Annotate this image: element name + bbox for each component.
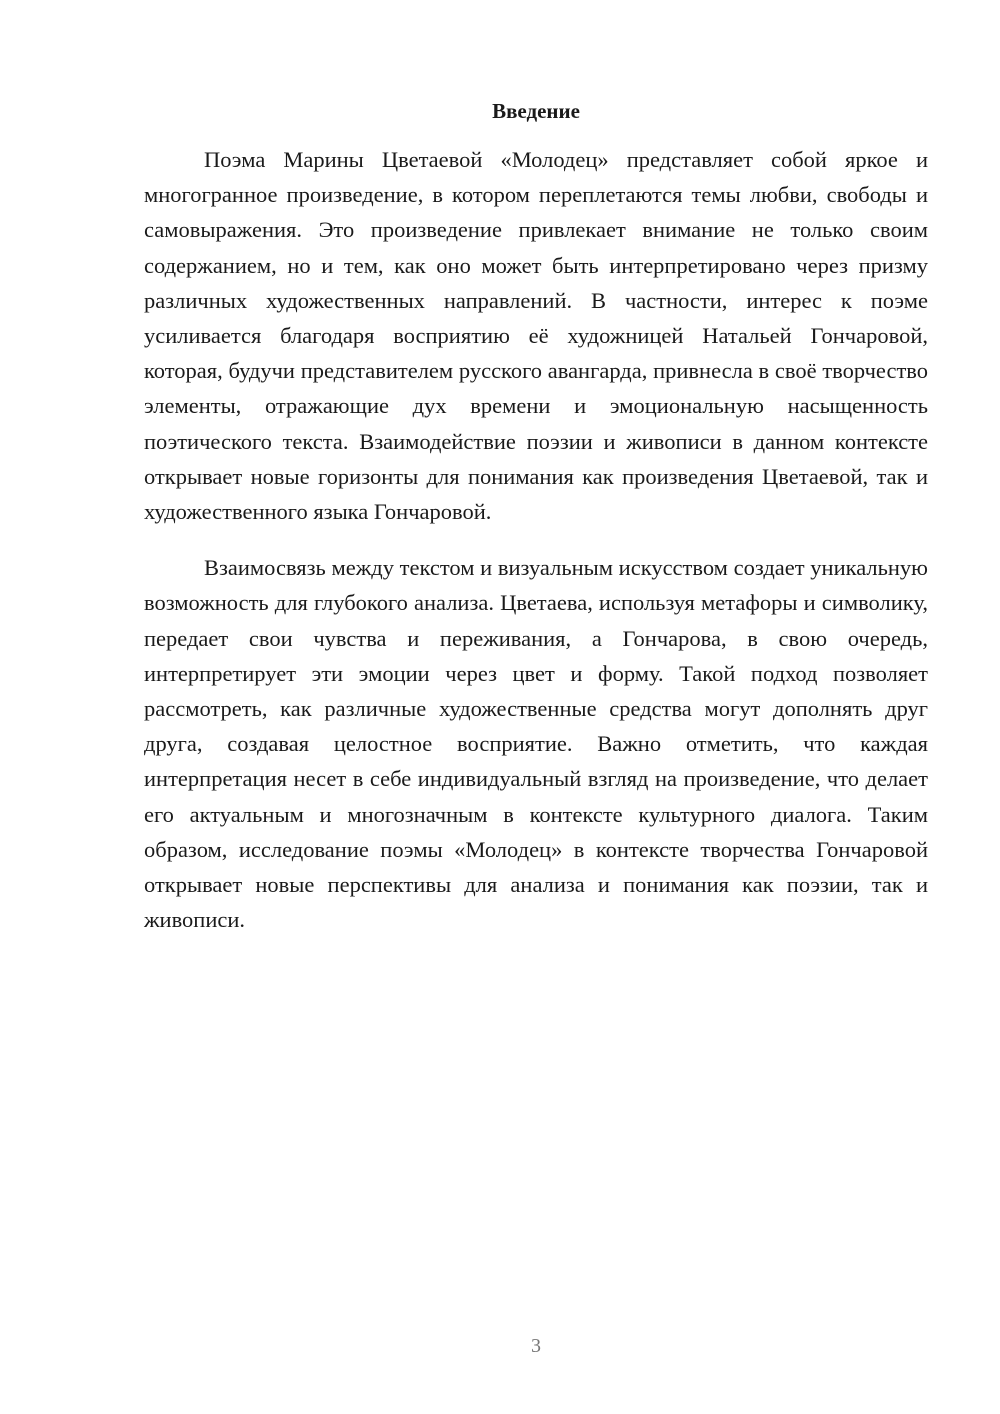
section-title: Введение bbox=[492, 99, 580, 123]
paragraph-2: Взаимосвязь между текстом и визуальным искусством создает уникальную возможность для глубокого анализа. Цветаева, используя метафоры и символику, передает свои чувства и переживания, а Гончарова, в свою очередь, интерпретирует эти эмоции через цвет и форму. Такой подход позволяет рассмотреть, как различные художественные средства могут дополнять друг друга, создавая целостное восприятие. Важно отметить, что каждая интерпретация несет в себе индивидуальный взгляд на произведение, что делает его актуальным и многозначным в контексте культурного диалога. Таким образом, исследование поэмы «Молодец» в контексте творчества Гончаровой открывает новые перспективы для анализа и понимания как поэзии, так и живописи. bbox=[144, 555, 928, 933]
body-text bbox=[144, 142, 928, 937]
page-number: 3 bbox=[531, 1335, 541, 1357]
paragraph-1: Поэма Марины Цветаевой «Молодец» представляет собой яркое и многогранное произведение, в котором переплетаются темы любви, свободы и самовыражения. Это произведение привлекает внимание не только своим содержанием, но и тем, как оно может быть интерпретировано через призму различных художественных направлений. В частности, интерес к поэме усиливается благодаря восприятию её художницей Натальей Гончаровой, которая, будучи представителем русского авангарда, привнесла в своё творчество элементы, отражающие дух времени и эмоциональную насыщенность поэтического текста. Взаимодействие поэзии и живописи в данном контексте открывает новые горизонты для понимания как произведения Цветаевой, так и художественного языка Гончаровой. bbox=[144, 147, 928, 525]
